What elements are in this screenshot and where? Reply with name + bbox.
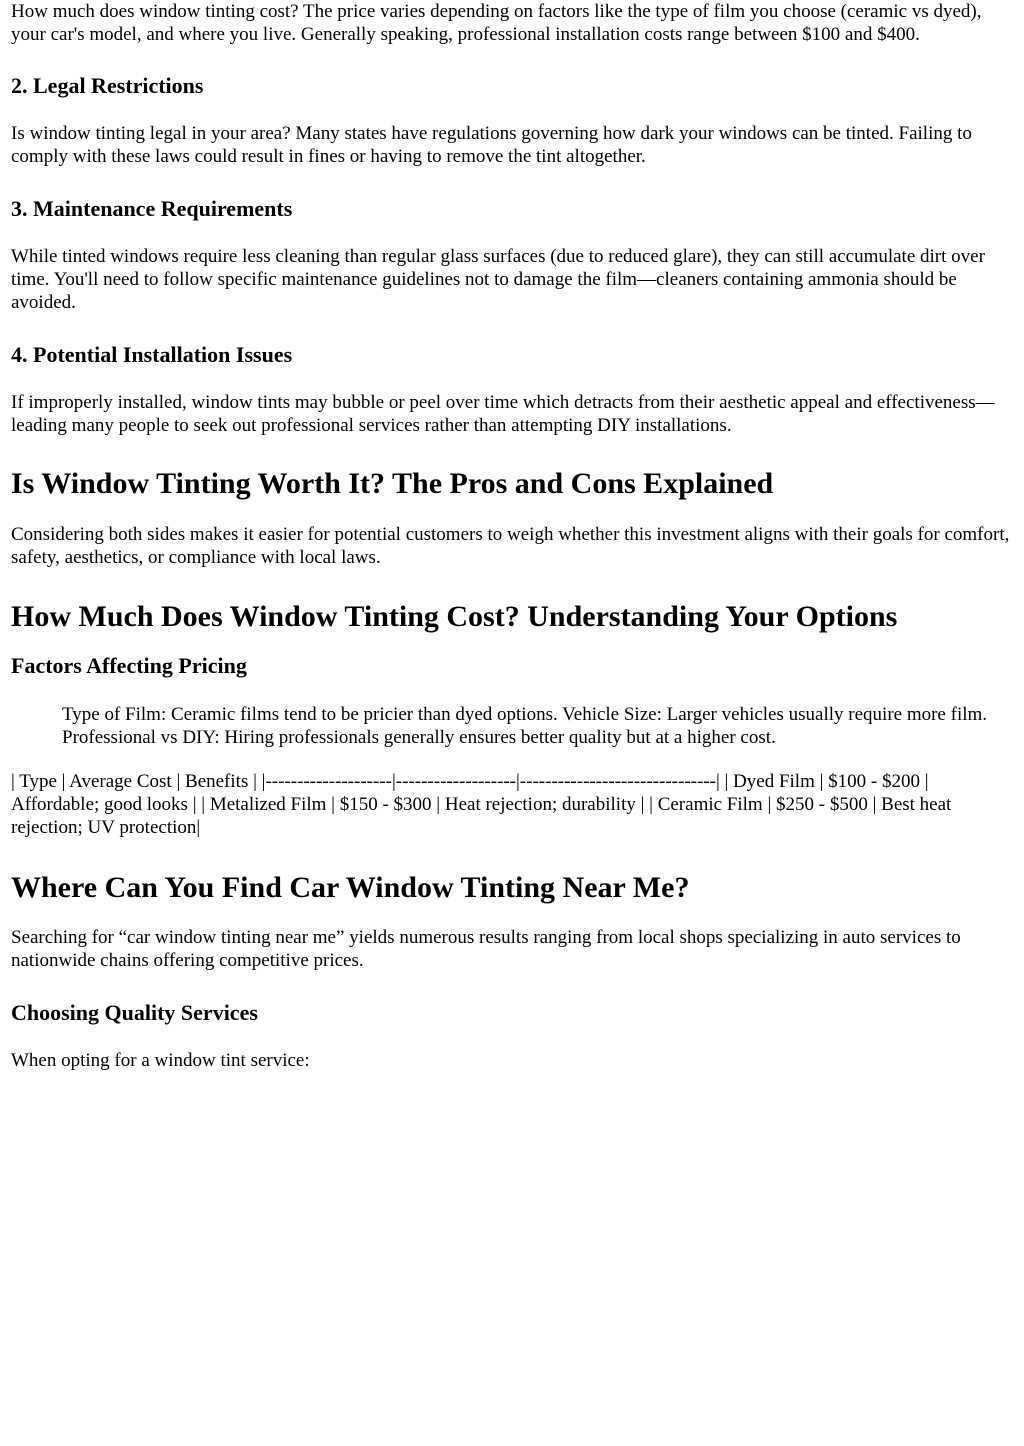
- installation-issues-heading: 4. Potential Installation Issues: [11, 342, 293, 367]
- pricing-table-text: | Type | Average Cost | Benefits | |--------------------|-------------------|-------------------------------| | Dyed Film | $100 - $200 | Affordable; good looks | | Metalized Film | $150 - $300 | Heat rejection; durability | | Ceramic Film | $250 - $500 | Best heat rejection; UV protection|: [11, 771, 952, 838]
- worth-it-heading: Is Window Tinting Worth It? The Pros and Cons Explained: [11, 467, 774, 500]
- legal-restrictions-paragraph: Is window tinting legal in your area? Many states have regulations governing how dark your windows can be tinted. Failing to comply with these laws could result in fines or having to remove the tint altogether.: [11, 123, 972, 167]
- choosing-quality-heading: Choosing Quality Services: [11, 1000, 258, 1025]
- choosing-quality-paragraph: When opting for a window tint service:: [11, 1050, 310, 1071]
- document-page: [11, 0, 1011, 1072]
- maintenance-paragraph: While tinted windows require less cleaning than regular glass surfaces (due to reduced glare), they can still accumulate dirt over time. You'll need to follow specific maintenance guidelines not to damage the film—cleaners containing ammonia should be avoided.: [11, 246, 985, 313]
- legal-restrictions-heading: 2. Legal Restrictions: [11, 73, 204, 98]
- installation-issues-paragraph: If improperly installed, window tints may bubble or peel over time which detracts from their aesthetic appeal and effectiveness—leading many people to seek out professional services rather than attempting DIY installations.: [11, 392, 995, 436]
- maintenance-heading: 3. Maintenance Requirements: [11, 196, 293, 221]
- near-me-heading: Where Can You Find Car Window Tinting Near Me?: [11, 871, 690, 904]
- cost-options-heading: How Much Does Window Tinting Cost? Understanding Your Options: [11, 600, 898, 633]
- worth-it-paragraph: Considering both sides makes it easier for potential customers to weigh whether this investment aligns with their goals for comfort, safety, aesthetics, or compliance with local laws.: [11, 524, 1010, 568]
- pricing-factors-blockquote: Type of Film: Ceramic films tend to be pricier than dyed options. Vehicle Size: Larger vehicles usually require more film. Professional vs DIY: Hiring professionals generally ensures better quality but at a higher cost.: [62, 704, 988, 748]
- factors-pricing-heading: Factors Affecting Pricing: [11, 653, 247, 678]
- intro-paragraph: How much does window tinting cost? The price varies depending on factors like the type of film you choose (ceramic vs dyed), your car's model, and where you live. Generally speaking, professional installation costs range between $100 and $400.: [11, 1, 982, 45]
- near-me-paragraph: Searching for “car window tinting near me” yields numerous results ranging from local shops specializing in auto services to nationwide chains offering competitive prices.: [11, 927, 961, 971]
